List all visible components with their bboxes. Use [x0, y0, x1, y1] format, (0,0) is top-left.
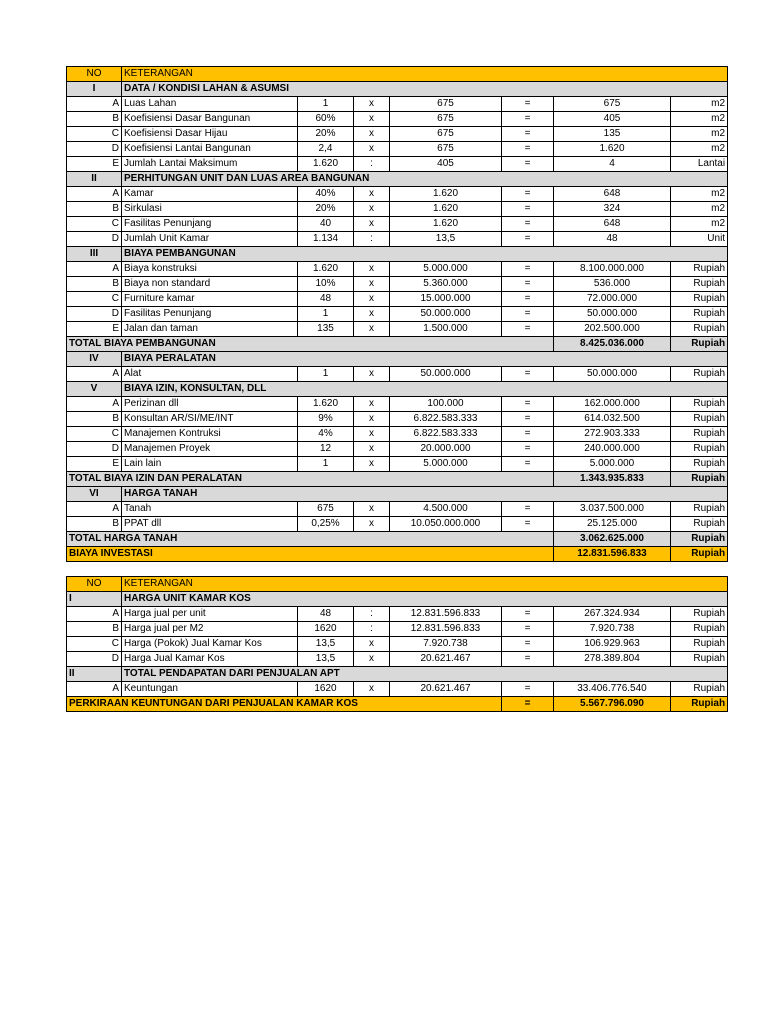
item-value-2: 5.000.000: [390, 457, 502, 472]
item-equals: =: [502, 607, 554, 622]
item-label: Manajemen Kontruksi: [122, 427, 298, 442]
item-letter: A: [67, 682, 122, 697]
section-row: [67, 667, 728, 682]
item-operator: x: [354, 277, 390, 292]
item-equals: =: [502, 517, 554, 532]
item-result: 8.100.000.000: [554, 262, 671, 277]
item-letter: E: [67, 157, 122, 172]
total-value: 3.062.625.000: [554, 532, 671, 547]
item-unit: Rupiah: [671, 367, 728, 382]
item-unit: Unit: [671, 232, 728, 247]
item-equals: =: [502, 397, 554, 412]
profit-table: [66, 576, 728, 712]
item-equals: =: [502, 502, 554, 517]
item-result: 106.929.963: [554, 637, 671, 652]
item-unit: Rupiah: [671, 442, 728, 457]
header-keterangan: KETERANGAN: [122, 67, 728, 82]
table-row: [67, 307, 728, 322]
item-result: 675: [554, 97, 671, 112]
section-title: BIAYA PERALATAN: [122, 352, 728, 367]
table-row: [67, 127, 728, 142]
item-label: Jumlah Lantai Maksimum: [122, 157, 298, 172]
item-equals: =: [502, 427, 554, 442]
table-row: [67, 397, 728, 412]
item-value-2: 5.360.000: [390, 277, 502, 292]
item-unit: Rupiah: [671, 457, 728, 472]
item-value-2: 20.621.467: [390, 652, 502, 667]
item-unit: Rupiah: [671, 277, 728, 292]
section-row: [67, 352, 728, 367]
item-value-1: 1: [298, 307, 354, 322]
item-letter: A: [67, 607, 122, 622]
item-operator: x: [354, 217, 390, 232]
item-value-2: 6.822.583.333: [390, 427, 502, 442]
item-unit: Rupiah: [671, 292, 728, 307]
item-operator: x: [354, 412, 390, 427]
item-letter: A: [67, 367, 122, 382]
table-row: [67, 277, 728, 292]
item-equals: =: [502, 637, 554, 652]
item-value-2: 10.050.000.000: [390, 517, 502, 532]
item-value-1: 48: [298, 292, 354, 307]
item-operator: :: [354, 157, 390, 172]
item-equals: =: [502, 277, 554, 292]
item-equals: =: [502, 307, 554, 322]
grand-total-label: PERKIRAAN KEUNTUNGAN DARI PENJUALAN KAMAR KOS: [67, 697, 502, 712]
item-result: 648: [554, 187, 671, 202]
item-operator: x: [354, 637, 390, 652]
section-number: I: [67, 592, 122, 607]
item-value-1: 135: [298, 322, 354, 337]
item-label: Koefisiensi Lantai Bangunan: [122, 142, 298, 157]
item-operator: x: [354, 517, 390, 532]
section-number: V: [67, 382, 122, 397]
item-label: Koefisiensi Dasar Hijau: [122, 127, 298, 142]
item-letter: C: [67, 217, 122, 232]
total-unit: Rupiah: [671, 337, 728, 352]
table-row: [67, 442, 728, 457]
item-label: Jalan dan taman: [122, 322, 298, 337]
item-value-2: 50.000.000: [390, 307, 502, 322]
item-operator: x: [354, 397, 390, 412]
item-label: PPAT dll: [122, 517, 298, 532]
item-unit: Rupiah: [671, 322, 728, 337]
item-unit: Rupiah: [671, 397, 728, 412]
item-value-2: 20.000.000: [390, 442, 502, 457]
item-operator: x: [354, 112, 390, 127]
total-label: TOTAL BIAYA PEMBANGUNAN: [67, 337, 554, 352]
item-equals: =: [502, 367, 554, 382]
item-letter: B: [67, 412, 122, 427]
item-letter: D: [67, 442, 122, 457]
grand-total-unit: Rupiah: [671, 547, 728, 562]
item-operator: :: [354, 607, 390, 622]
item-result: 324: [554, 202, 671, 217]
item-value-1: 675: [298, 502, 354, 517]
item-result: 7.920.738: [554, 622, 671, 637]
item-operator: x: [354, 307, 390, 322]
item-letter: C: [67, 637, 122, 652]
item-value-1: 1.620: [298, 157, 354, 172]
item-value-2: 15.000.000: [390, 292, 502, 307]
item-operator: x: [354, 127, 390, 142]
item-value-1: 40%: [298, 187, 354, 202]
item-result: 240.000.000: [554, 442, 671, 457]
table-row: [67, 457, 728, 472]
section-row: [67, 382, 728, 397]
item-value-1: 0,25%: [298, 517, 354, 532]
section-number: III: [67, 247, 122, 262]
total-value: 1.343.935.833: [554, 472, 671, 487]
item-unit: Rupiah: [671, 517, 728, 532]
item-unit: m2: [671, 202, 728, 217]
table-row: [67, 217, 728, 232]
item-value-1: 1: [298, 457, 354, 472]
item-label: Fasilitas Penunjang: [122, 307, 298, 322]
grand-total-label: BIAYA INVESTASI: [67, 547, 554, 562]
item-unit: Lantai: [671, 157, 728, 172]
item-value-1: 1: [298, 367, 354, 382]
item-label: Jumlah Unit Kamar: [122, 232, 298, 247]
item-label: Biaya konstruksi: [122, 262, 298, 277]
item-equals: =: [502, 442, 554, 457]
item-unit: Rupiah: [671, 262, 728, 277]
item-value-2: 675: [390, 142, 502, 157]
item-value-2: 4.500.000: [390, 502, 502, 517]
total-unit: Rupiah: [671, 532, 728, 547]
item-value-2: 13,5: [390, 232, 502, 247]
item-operator: x: [354, 322, 390, 337]
item-value-2: 1.620: [390, 217, 502, 232]
item-equals: =: [502, 232, 554, 247]
item-equals: =: [502, 187, 554, 202]
item-unit: m2: [671, 187, 728, 202]
item-label: Koefisiensi Dasar Bangunan: [122, 112, 298, 127]
item-label: Harga jual per unit: [122, 607, 298, 622]
table-row: [67, 292, 728, 307]
table-row: [67, 142, 728, 157]
table-row: [67, 322, 728, 337]
item-unit: m2: [671, 217, 728, 232]
item-result: 272.903.333: [554, 427, 671, 442]
total-unit: Rupiah: [671, 472, 728, 487]
header-row: [67, 577, 728, 592]
section-title: BIAYA PEMBANGUNAN: [122, 247, 728, 262]
table-row: [67, 637, 728, 652]
section-title: PERHITUNGAN UNIT DAN LUAS AREA BANGUNAN: [122, 172, 728, 187]
item-label: Konsultan AR/SI/ME/INT: [122, 412, 298, 427]
item-value-2: 6.822.583.333: [390, 412, 502, 427]
table-row: [67, 262, 728, 277]
grand-total-value: 5.567.796.090: [554, 697, 671, 712]
item-value-1: 20%: [298, 202, 354, 217]
item-letter: A: [67, 397, 122, 412]
section-title: TOTAL PENDAPATAN DARI PENJUALAN APT: [122, 667, 728, 682]
item-letter: B: [67, 202, 122, 217]
item-value-1: 9%: [298, 412, 354, 427]
item-value-1: 1620: [298, 622, 354, 637]
item-label: Keuntungan: [122, 682, 298, 697]
item-operator: x: [354, 367, 390, 382]
item-operator: x: [354, 682, 390, 697]
item-value-2: 1.620: [390, 202, 502, 217]
item-result: 648: [554, 217, 671, 232]
item-label: Furniture kamar: [122, 292, 298, 307]
total-row: [67, 472, 728, 487]
item-operator: x: [354, 142, 390, 157]
item-equals: =: [502, 262, 554, 277]
section-row: [67, 487, 728, 502]
item-value-2: 12.831.596.833: [390, 622, 502, 637]
item-letter: D: [67, 652, 122, 667]
item-value-1: 2,4: [298, 142, 354, 157]
item-value-1: 13,5: [298, 652, 354, 667]
item-unit: Rupiah: [671, 427, 728, 442]
item-label: Kamar: [122, 187, 298, 202]
item-label: Tanah: [122, 502, 298, 517]
item-value-1: 20%: [298, 127, 354, 142]
section-title: HARGA UNIT KAMAR KOS: [122, 592, 728, 607]
table-row: [67, 97, 728, 112]
item-value-2: 405: [390, 157, 502, 172]
header-no: NO: [67, 67, 122, 82]
table-row: [67, 652, 728, 667]
item-operator: x: [354, 442, 390, 457]
table-row: [67, 517, 728, 532]
item-equals: =: [502, 112, 554, 127]
item-equals: =: [502, 322, 554, 337]
item-letter: C: [67, 427, 122, 442]
section-row: [67, 82, 728, 97]
item-unit: Rupiah: [671, 412, 728, 427]
header-row: [67, 67, 728, 82]
item-equals: =: [502, 292, 554, 307]
item-result: 3.037.500.000: [554, 502, 671, 517]
item-result: 33.406.776.540: [554, 682, 671, 697]
item-letter: B: [67, 112, 122, 127]
item-label: Lain lain: [122, 457, 298, 472]
item-value-2: 1.620: [390, 187, 502, 202]
item-value-1: 60%: [298, 112, 354, 127]
item-result: 162.000.000: [554, 397, 671, 412]
grand-total-row: [67, 547, 728, 562]
item-value-2: 100.000: [390, 397, 502, 412]
section-row: [67, 592, 728, 607]
item-value-1: 1: [298, 97, 354, 112]
item-label: Perizinan dll: [122, 397, 298, 412]
item-equals: =: [502, 127, 554, 142]
table-row: [67, 157, 728, 172]
table-row: [67, 622, 728, 637]
item-unit: m2: [671, 112, 728, 127]
item-equals: =: [502, 217, 554, 232]
item-result: 1.620: [554, 142, 671, 157]
item-letter: C: [67, 127, 122, 142]
item-value-1: 13,5: [298, 637, 354, 652]
item-operator: x: [354, 202, 390, 217]
section-title: BIAYA IZIN, KONSULTAN, DLL: [122, 382, 728, 397]
item-letter: C: [67, 292, 122, 307]
item-value-1: 10%: [298, 277, 354, 292]
item-unit: m2: [671, 142, 728, 157]
item-value-2: 675: [390, 97, 502, 112]
item-result: 267.324.934: [554, 607, 671, 622]
item-label: Fasilitas Penunjang: [122, 217, 298, 232]
item-letter: B: [67, 622, 122, 637]
item-value-2: 1.500.000: [390, 322, 502, 337]
item-result: 5.000.000: [554, 457, 671, 472]
item-value-2: 675: [390, 127, 502, 142]
item-letter: B: [67, 277, 122, 292]
item-operator: x: [354, 97, 390, 112]
table-row: [67, 502, 728, 517]
item-letter: E: [67, 457, 122, 472]
item-label: Luas Lahan: [122, 97, 298, 112]
item-result: 4: [554, 157, 671, 172]
item-result: 48: [554, 232, 671, 247]
item-equals: =: [502, 97, 554, 112]
item-unit: Rupiah: [671, 607, 728, 622]
item-letter: D: [67, 232, 122, 247]
item-result: 50.000.000: [554, 307, 671, 322]
item-result: 614.032.500: [554, 412, 671, 427]
item-operator: x: [354, 652, 390, 667]
item-letter: B: [67, 517, 122, 532]
section-number: I: [67, 82, 122, 97]
section-title: HARGA TANAH: [122, 487, 728, 502]
item-value-2: 5.000.000: [390, 262, 502, 277]
item-operator: :: [354, 622, 390, 637]
item-label: Alat: [122, 367, 298, 382]
item-letter: E: [67, 322, 122, 337]
item-label: Sirkulasi: [122, 202, 298, 217]
item-value-1: 12: [298, 442, 354, 457]
item-operator: x: [354, 187, 390, 202]
section-number: II: [67, 172, 122, 187]
item-result: 72.000.000: [554, 292, 671, 307]
item-value-1: 1620: [298, 682, 354, 697]
item-unit: Rupiah: [671, 682, 728, 697]
item-equals: =: [502, 622, 554, 637]
total-value: 8.425.036.000: [554, 337, 671, 352]
item-value-2: 12.831.596.833: [390, 607, 502, 622]
item-value-1: 40: [298, 217, 354, 232]
header-no: NO: [67, 577, 122, 592]
item-unit: m2: [671, 97, 728, 112]
section-number: IV: [67, 352, 122, 367]
item-result: 278.389.804: [554, 652, 671, 667]
item-label: Biaya non standard: [122, 277, 298, 292]
item-value-2: 50.000.000: [390, 367, 502, 382]
item-letter: A: [67, 97, 122, 112]
table-row: [67, 232, 728, 247]
item-operator: x: [354, 262, 390, 277]
item-label: Harga jual per M2: [122, 622, 298, 637]
item-unit: Rupiah: [671, 502, 728, 517]
item-label: Harga Jual Kamar Kos: [122, 652, 298, 667]
item-equals: =: [502, 457, 554, 472]
section-row: [67, 172, 728, 187]
grand-total-equals: =: [502, 697, 554, 712]
item-result: 202.500.000: [554, 322, 671, 337]
section-title: DATA / KONDISI LAHAN & ASUMSI: [122, 82, 728, 97]
item-value-1: 1.134: [298, 232, 354, 247]
item-letter: A: [67, 502, 122, 517]
item-result: 405: [554, 112, 671, 127]
grand-total-value: 12.831.596.833: [554, 547, 671, 562]
item-equals: =: [502, 412, 554, 427]
item-value-2: 7.920.738: [390, 637, 502, 652]
item-value-1: 1.620: [298, 397, 354, 412]
section-number: II: [67, 667, 122, 682]
item-equals: =: [502, 652, 554, 667]
item-value-1: 4%: [298, 427, 354, 442]
item-operator: x: [354, 427, 390, 442]
item-letter: D: [67, 307, 122, 322]
item-unit: Rupiah: [671, 307, 728, 322]
table-row: [67, 412, 728, 427]
item-letter: A: [67, 187, 122, 202]
table-row: [67, 367, 728, 382]
table-row: [67, 112, 728, 127]
total-label: TOTAL HARGA TANAH: [67, 532, 554, 547]
item-unit: Rupiah: [671, 637, 728, 652]
item-equals: =: [502, 157, 554, 172]
table-row: [67, 187, 728, 202]
header-keterangan: KETERANGAN: [122, 577, 728, 592]
item-letter: D: [67, 142, 122, 157]
item-label: Manajemen Proyek: [122, 442, 298, 457]
item-unit: Rupiah: [671, 652, 728, 667]
item-operator: x: [354, 292, 390, 307]
item-operator: :: [354, 232, 390, 247]
item-value-2: 675: [390, 112, 502, 127]
investment-table: [66, 66, 728, 562]
item-result: 50.000.000: [554, 367, 671, 382]
item-result: 25.125.000: [554, 517, 671, 532]
item-value-1: 48: [298, 607, 354, 622]
item-operator: x: [354, 457, 390, 472]
item-result: 536.000: [554, 277, 671, 292]
item-label: Harga (Pokok) Jual Kamar Kos: [122, 637, 298, 652]
section-number: VI: [67, 487, 122, 502]
item-operator: x: [354, 502, 390, 517]
total-row: [67, 337, 728, 352]
item-equals: =: [502, 682, 554, 697]
table-row: [67, 202, 728, 217]
total-label: TOTAL BIAYA IZIN DAN PERALATAN: [67, 472, 554, 487]
item-value-2: 20.621.467: [390, 682, 502, 697]
table-row: [67, 607, 728, 622]
table-row: [67, 427, 728, 442]
item-unit: Rupiah: [671, 622, 728, 637]
table-row: [67, 682, 728, 697]
section-row: [67, 247, 728, 262]
item-equals: =: [502, 202, 554, 217]
item-unit: m2: [671, 127, 728, 142]
item-result: 135: [554, 127, 671, 142]
item-value-1: 1.620: [298, 262, 354, 277]
total-row: [67, 532, 728, 547]
grand-total-row: [67, 697, 728, 712]
item-letter: A: [67, 262, 122, 277]
grand-total-unit: Rupiah: [671, 697, 728, 712]
item-equals: =: [502, 142, 554, 157]
